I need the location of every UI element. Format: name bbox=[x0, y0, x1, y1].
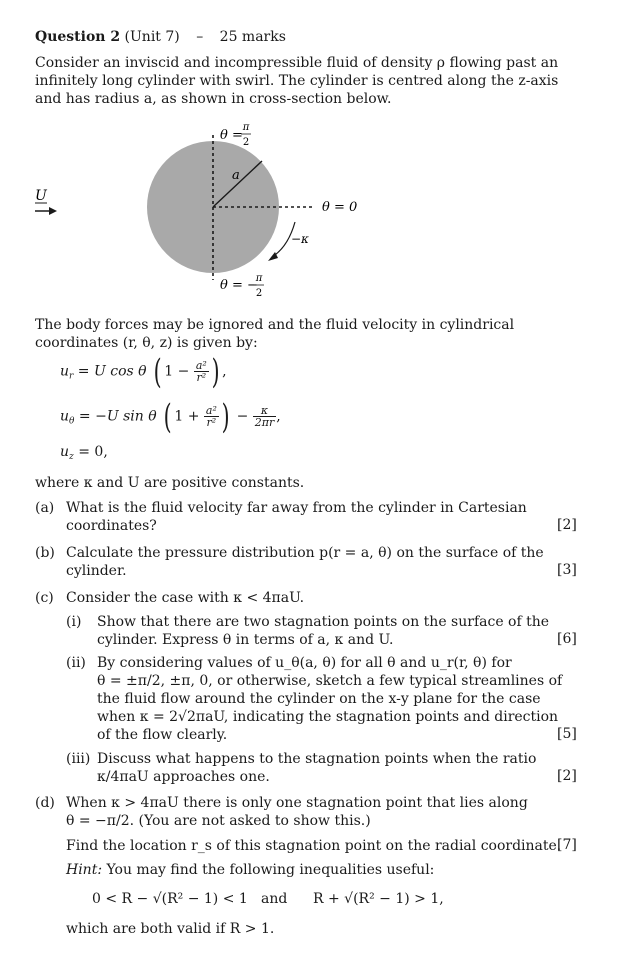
ut-k-den: 2πr bbox=[254, 416, 275, 429]
ur-symbol: u bbox=[60, 363, 70, 380]
uz-rhs: = 0, bbox=[78, 444, 108, 460]
part-a-marks: [2] bbox=[557, 517, 577, 533]
part-ciii-label: (iii) bbox=[66, 751, 91, 767]
ut-minus: − bbox=[236, 408, 249, 425]
theta-top-den: 2 bbox=[242, 137, 250, 148]
ut-kappa-fraction bbox=[253, 405, 277, 428]
ut-fraction bbox=[204, 405, 219, 428]
part-a-line-1: What is the fluid velocity far away from the cylinder in Cartesian bbox=[66, 500, 527, 516]
theta-bottom-den: 2 bbox=[255, 288, 263, 299]
uz-subscript: z bbox=[69, 452, 74, 462]
ut-end: , bbox=[276, 408, 281, 425]
ut-subscript: θ bbox=[69, 416, 75, 427]
intro-line-3: and has radius a, as shown in cross-section below. bbox=[35, 91, 392, 107]
ur-frac-num: a² bbox=[195, 359, 207, 372]
part-cii-line-4: when κ = 2√2πaU, indicating the stagnation points and direction bbox=[97, 709, 559, 725]
part-cii-line-1: By considering values of u_θ(a, θ) for all θ and u_r(r, θ) for bbox=[97, 655, 512, 671]
part-c-label: (c) bbox=[35, 590, 54, 606]
question-heading bbox=[35, 28, 286, 46]
body-line-1: The body forces may be ignored and the fluid velocity in cylindrical bbox=[35, 317, 515, 333]
equation-ur bbox=[60, 351, 227, 392]
radius-label: a bbox=[232, 168, 240, 183]
uz-symbol: u bbox=[60, 444, 70, 460]
part-cii-line-5: of the flow clearly. bbox=[97, 727, 228, 743]
inequality-left: 0 < R − √(R² − 1) < 1 bbox=[92, 891, 248, 907]
part-d-label: (d) bbox=[35, 795, 55, 811]
part-ci-line-1: Show that there are two stagnation points on the surface of the bbox=[97, 614, 550, 630]
part-cii-line-3: the fluid flow around the cylinder on the x-y plane for the case bbox=[97, 691, 541, 707]
intro-line-2: infinitely long cylinder with swirl. The cylinder is centred along the z-axis bbox=[35, 73, 559, 89]
ur-inner: 1 − bbox=[164, 363, 190, 380]
part-b-line-1: Calculate the pressure distribution p(r = a, θ) on the surface of the bbox=[66, 545, 544, 561]
ut-rhs: = −U sin θ bbox=[78, 408, 157, 425]
ut-rparen: ) bbox=[221, 396, 230, 437]
ur-lparen: ( bbox=[153, 351, 162, 392]
hint-text: You may find the following inequalities useful: bbox=[106, 862, 435, 878]
heading-dash: – bbox=[196, 29, 204, 45]
ur-frac-den: r² bbox=[196, 371, 207, 384]
marks-label: 25 marks bbox=[219, 29, 286, 45]
ut-inner: 1 + bbox=[174, 408, 200, 425]
part-cii-marks: [5] bbox=[557, 726, 577, 742]
part-ciii-line-1: Discuss what happens to the stagnation points when the ratio bbox=[97, 751, 537, 767]
ur-rparen: ) bbox=[211, 351, 220, 392]
ur-subscript: r bbox=[69, 371, 74, 382]
ut-lparen: ( bbox=[163, 396, 172, 437]
theta-top-num: π bbox=[242, 122, 250, 133]
part-d-line-1: When κ > 4πaU there is only one stagnation point that lies along bbox=[66, 795, 528, 811]
part-ci-line-2: cylinder. Express θ in terms of a, κ and U. bbox=[97, 632, 394, 648]
part-a-line-2: coordinates? bbox=[66, 518, 157, 534]
hint-label: Hint: bbox=[66, 862, 103, 878]
part-d-hint bbox=[66, 861, 434, 879]
part-ciii-marks: [2] bbox=[557, 768, 577, 784]
equation-uz bbox=[60, 444, 108, 462]
part-d-valid: which are both valid if R > 1. bbox=[66, 921, 275, 937]
part-b-label: (b) bbox=[35, 545, 55, 561]
ut-frac-num: a² bbox=[205, 404, 217, 417]
cylinder-diagram bbox=[0, 115, 624, 310]
body-line-2: coordinates (r, θ, z) is given by: bbox=[35, 335, 258, 351]
kappa-label: −κ bbox=[291, 232, 309, 246]
inequality-right: R + √(R² − 1) > 1, bbox=[313, 891, 444, 907]
part-d-line-2: θ = −π/2. (You are not asked to show this.) bbox=[66, 813, 371, 829]
part-a-label: (a) bbox=[35, 500, 55, 516]
part-ci-marks: [6] bbox=[557, 631, 577, 647]
part-cii-label: (ii) bbox=[66, 655, 86, 671]
question-label: Question 2 bbox=[35, 29, 121, 45]
ut-k-num: κ bbox=[253, 405, 277, 417]
ur-end: , bbox=[222, 363, 227, 380]
part-c-line: Consider the case with κ < 4πaU. bbox=[66, 590, 305, 606]
theta-bottom-label: θ = − bbox=[220, 278, 258, 293]
part-cii-line-2: θ = ±π/2, ±π, 0, or otherwise, sketch a few typical streamlines of bbox=[97, 673, 563, 689]
theta-top-label: θ = bbox=[220, 128, 243, 143]
constants-text: where κ and U are positive constants. bbox=[35, 475, 305, 491]
ut-frac-den: r² bbox=[206, 416, 217, 429]
part-ciii-line-2: κ/4πaU approaches one. bbox=[97, 769, 270, 785]
part-ci-label: (i) bbox=[66, 614, 82, 630]
part-d-marks: [7] bbox=[557, 837, 577, 853]
ur-rhs: = U cos θ bbox=[77, 363, 147, 380]
part-d-find: Find the location r_s of this stagnation point on the radial coordinate. bbox=[66, 838, 562, 854]
equation-utheta bbox=[60, 396, 281, 437]
u-label: U bbox=[35, 188, 47, 204]
ut-symbol: u bbox=[60, 408, 70, 425]
u-arrowhead bbox=[49, 207, 57, 215]
part-b-marks: [3] bbox=[557, 562, 577, 578]
theta-bottom-num: π bbox=[255, 273, 263, 284]
inequality-and: and bbox=[261, 891, 288, 907]
part-b-line-2: cylinder. bbox=[66, 563, 127, 579]
theta-zero-label: θ = 0 bbox=[322, 200, 358, 215]
unit-label: (Unit 7) bbox=[124, 29, 180, 45]
intro-line-1: Consider an inviscid and incompressible fluid of density ρ flowing past an bbox=[35, 55, 559, 71]
ur-fraction bbox=[194, 360, 209, 383]
